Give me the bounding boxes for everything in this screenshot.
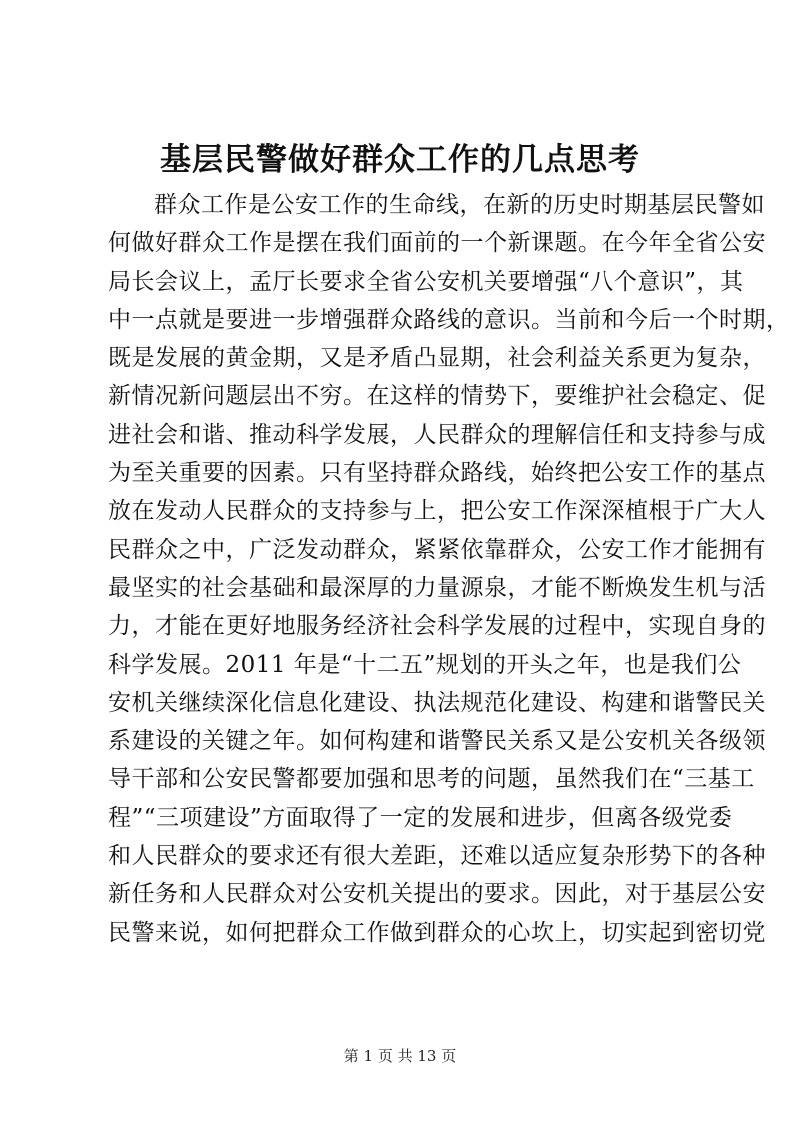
body-line: 民警来说，如何把群众工作做到群众的心坎上，切实起到密切党 bbox=[108, 919, 766, 946]
body-line: 系建设的关键之年。如何构建和谐警民关系又是公安机关各级领 bbox=[108, 728, 766, 755]
body-line: 中一点就是要进一步增强群众路线的意识。当前和今后一个时期， bbox=[108, 306, 790, 333]
body-line: 民群众之中，广泛发动群众，紧紧依靠群众，公安工作才能拥有 bbox=[108, 536, 766, 563]
body-line: 放在发动人民群众的支持参与上，把公安工作深深植根于广大人 bbox=[108, 498, 766, 525]
document-title: 基层民警做好群众工作的几点思考 bbox=[160, 142, 640, 178]
body-line: 新任务和人民群众对公安机关提出的要求。因此，对于基层公安 bbox=[108, 881, 766, 908]
body-line: 程”“三项建设”方面取得了一定的发展和进步，但离各级党委 bbox=[108, 804, 733, 831]
body-line: 局长会议上，孟厅长要求全省公安机关要增强“八个意识”，其 bbox=[108, 268, 744, 295]
body-line: 群众工作是公安工作的生命线，在新的历史时期基层民警如 bbox=[154, 192, 765, 218]
document-body bbox=[108, 186, 790, 952]
body-line: 最坚实的社会基础和最深厚的力量源泉，才能不断焕发生机与活 bbox=[108, 574, 766, 601]
body-line: 新情况新问题层出不穷。在这样的情势下，要维护社会稳定、促 bbox=[108, 383, 766, 410]
body-line: 为至关重要的因素。只有坚持群众路线，始终把公安工作的基点 bbox=[108, 460, 766, 487]
body-line: 何做好群众工作是摆在我们面前的一个新课题。在今年全省公安 bbox=[108, 230, 766, 257]
body-line: 和人民群众的要求还有很大差距，还难以适应复杂形势下的各种 bbox=[108, 843, 766, 870]
body-line: 力，才能在更好地服务经济社会科学发展的过程中，实现自身的 bbox=[108, 613, 766, 640]
body-line: 科学发展。2011 年是“十二五”规划的开头之年，也是我们公 bbox=[108, 651, 742, 678]
page-number-footer: 第 1 页 共 13 页 bbox=[343, 1047, 457, 1065]
body-line: 导干部和公安民警都要加强和思考的问题，虽然我们在“三基工 bbox=[108, 766, 755, 793]
body-line: 进社会和谐、推动科学发展，人民群众的理解信任和支持参与成 bbox=[108, 421, 766, 448]
body-line: 既是发展的黄金期，又是矛盾凸显期，社会利益关系更为复杂， bbox=[108, 345, 766, 372]
body-line: 安机关继续深化信息化建设、执法规范化建设、构建和谐警民关 bbox=[108, 689, 766, 716]
